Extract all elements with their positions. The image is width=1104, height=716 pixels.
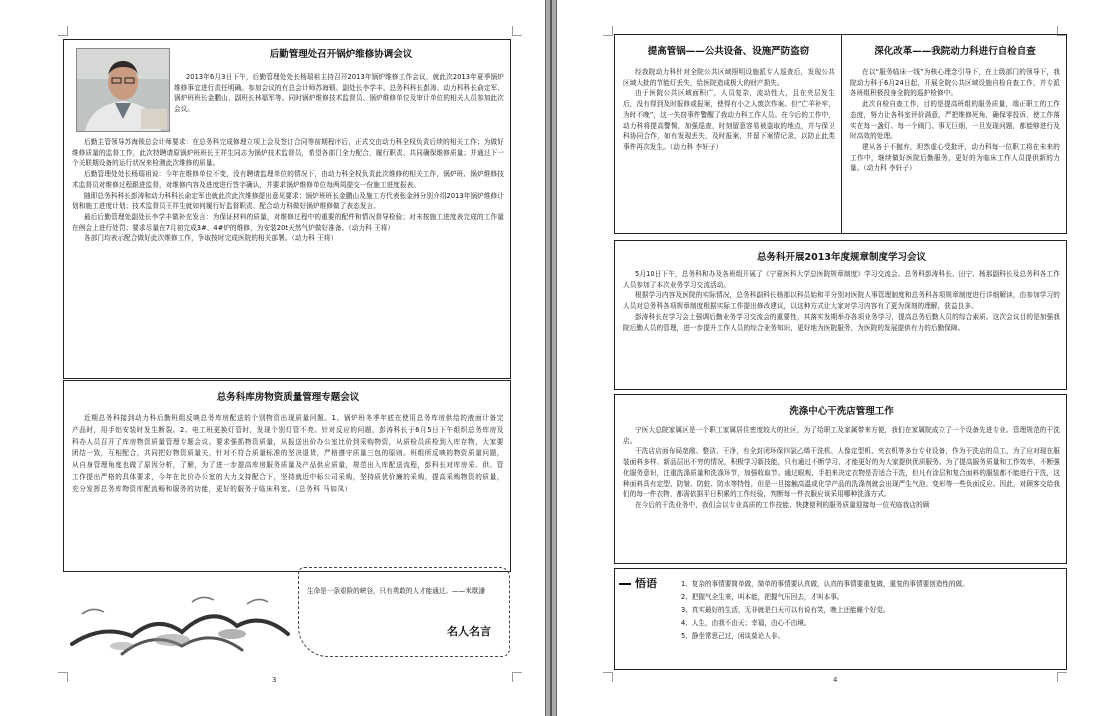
- article-paragraph: 5月10日下午，总务科和办及各班组开展了《宁夏医科大学总医院规章制度》学习交流会。总务科彭涛科长、田宁、杨那副科长及总务科各工作人员参加了本次业务学习交流活动。: [623, 270, 1060, 289]
- article-paragraph: 2013年6月3日下午，后勤管理处处长杨瑞祖主持召开2013年锅炉维修工作会议，就此次2013年夏季锅炉维修事宜进行责任明确。参加会议的有总会计师苏海锁、副处长李学丰、总务科科长彭涛、动力科科长俞定军、锅炉班班长金鹏山、副班长林福军等。同时锅炉维修技术监督员、锅炉维修单位及审计单位的相关人员参加此次会议。: [174, 73, 504, 114]
- crop-mark: [58, 672, 68, 682]
- crop-mark: [512, 26, 522, 36]
- article-paragraph: 后勤主管领导苏海锁总会计师要求：在总务科完成修理立项上会及签订合同等前期程序后，正式交由动力科全权负责后续的相关工作；为做好维修质量的监督工作，此次特聘请原锅炉班班长王祥生同志为锅炉技术监督员，希望各部门全力配合，履行职责、共同确保维修质量；并通过下一个关联期设备的运行状况来检测此次维修的质量。: [72, 138, 504, 168]
- article-paragraph: 干洗店店面布局宽敞、整洁、干净，有全封闭环保四氯乙烯干洗机、人像定型机、夹衣机等多台专业设备，作为干洗店的员工，为了应对现在服装面料多样、新品层出不穷的情况，积极学习新技能，只有通过不断学习，才能更好的为大家提供优质服务。为了提高服务质量和工作效率，不断强化服务意识，注重洗涤质量和洗涤环节，加强收取节。通过眼观、手拍来决定衣物是否适合干洗，但凡有涂层和复合面料的服装都不能进行干洗，这种面料具有定型、防皱、防蛀、防水等特性，但是一旦接触高温或化学产品的洗涤剂就会出现严生气泡、变形等一些负面反应。因此，对顾客交给我们的每一件衣物，都需依据平日积累的工作经验，判断每一件衣服应该采用哪种洗涤方式。: [623, 447, 1060, 499]
- proverb-item: 4、人生，由我不由天；幸福，由心不由境。: [681, 619, 811, 627]
- article-paragraph: 在今后的干洗业务中，我们会以专业高质的工作技能、快捷便利的服务质量迎接每一位光临我店的顾: [635, 500, 930, 509]
- article-paragraph: 建从各于不抛弃，坦然虚心受批评，动力科每一位职工将在未来的工作中，继续做好医院后勤服务，更好的为临床工作人员提供新的力量。（动力科 李轩子）: [850, 142, 1060, 173]
- article-paragraph: 此次自检自查工作，目的是提高班组的服务质量，端正职工的工作态度，努力让各科室评价满意，严把维修死角，确保零投诉，使工作落实在每一盏灯、每一个阀门、事无巨细，一旦发现问题，都能够进行及时高效的处理。: [850, 100, 1060, 141]
- article-paragraph: 根据学习内容及医院的实际情况，总务科副科长杨那以科员始和平分别对医院人事管理制度和总务科各项规章制度进行详细解读，由参加学习的人员对总务科各项规章制度根据实际工作提出修改建议，以这种方式让大家对学习内容有了更为深刻的理解，获益良多。: [623, 291, 1060, 311]
- article-title: 总务科库房物资质量管理专题会议: [216, 392, 360, 403]
- crop-mark: [603, 26, 613, 36]
- article-paragraph: 近期总务科接到动力科后勤班组反映总务库房配送的个别物资出现质量问题。1、锅炉班冬季年底在使用总务库房供给的液面计备完产品时，用手铝安装时发生断裂。2、电工班更换灯管时，发现个别灯管不亮。针对反应的问题，彭涛科长于6月5日下午组织总务库房及科办人员召开了库房物资质量管理专题会议。要求强抓物资质量，从报送出价办公室比价到采购物资，从质检员质检到入库存物，大家要团结一致，互相配合，共同把好物资质量关，针对不符合质量标准的坚决退货，严格遵守质量三包的原则。班组所反映的物资质量问题，从自身管理角度也做了原因分析，了解，为了进一步提高库房服务质量及产品供应质量，规范出入库配送流程，彭科长对库房采、供、管工作提出严格的具体要求，今年在比价办公室的大力支持配合下，坚持就近中标公司采购，坚持质优价廉的采购，提高采购物资的质量，充分发挥总务库物资库配流畅和服务的功能，更好的服务于临床科室。（总务科 马如凤）: [72, 414, 504, 493]
- article-paragraph: 后勤管理处处长杨瑞祖说：今年在维修单位不变，没有聘请监理单位的情况下，由动力科全权负责此次维修的相关工作，锅炉班、锅炉维修技术监督员对维修过程跟进监督，对维修内容及进度进行签字确认，并要求锅炉维修单位每两周提交一份施工进度报表。: [72, 170, 504, 189]
- crop-mark: [58, 26, 68, 36]
- proverb-item: 1、复杂的事情要简单做，简单的事情要认真做，认真的事情要重复做，重复的事情要创造性的做。: [681, 580, 969, 588]
- article-theft-prevention: [614, 34, 841, 234]
- portrait-photo: [76, 48, 170, 132]
- article-title: 深化改革——我院动力科进行自检自查: [874, 46, 1036, 57]
- article-paragraph: 随即总务科科长彭涛和动力科科长俞定军也就此次此次维修提出意见要求；锅炉班班长金鹏山及施工方代表张金洲分别介绍2013年锅炉维修计划和施工进度计划；技术监督员王祥生就如何履行好监督职责、配合动力科做好锅炉维修做了表态发言。: [72, 191, 504, 211]
- article-title: 洗涤中心干洗店管理工作: [789, 406, 894, 417]
- proverb-item: 2、把握气全生来，叫本能，把握气压回去，才叫本事。: [681, 593, 844, 601]
- crop-mark: [512, 672, 522, 682]
- quote-text: 生命是一条艰险的峡谷，只有勇敢的人才能通过。——米歇潘: [307, 587, 486, 595]
- page-number: 3: [272, 676, 277, 684]
- article-warehouse-meeting: [63, 380, 511, 572]
- article-paragraph: 彭涛科长在学习会上强调后勤业务学习交流会的重要性，其落实发期举办各项业务学习，提高总务后勤人员的综合素质。这次会议目的是加强我院后勤人员的管理，进一步提升工作人员的综合业务知识，更好地为医院服务，为医院的发展提供有力的后勤保障。: [623, 312, 1060, 332]
- page-number: 4: [833, 676, 838, 684]
- proverbs-title: 悟语: [635, 577, 657, 590]
- document-page-right: [557, 0, 1104, 716]
- article-regulations-study: [614, 240, 1067, 390]
- document-page-left: [0, 0, 545, 716]
- article-paragraph: 在以“服务临床一线”为核心理念引导下，在上级部门的领导下，我院动力科于6月24日起，开展全院公共区域设施自检自查工作，并专派各班组积极投身全院的巡护检修中。: [850, 68, 1060, 98]
- ink-painting-image: [62, 584, 298, 666]
- article-title: 后勤管理处召开锅炉维修协调会议: [269, 49, 413, 60]
- crop-mark: [1057, 672, 1067, 682]
- quote-label: 名人名言: [447, 625, 491, 638]
- proverb-item: 3、真实最好的生活，无非就是白天可以有说有笑，晚上还能睡个好觉。: [681, 606, 890, 614]
- proverbs-section: [614, 568, 1067, 670]
- page-divider: [545, 0, 557, 716]
- article-paragraph: 经我院动力科针对全院公共区域照明设施派专人巡查后，发现公共区域大批的节能灯丢失，给医院造成极大的财产损失。: [623, 68, 835, 87]
- proverb-item: 5、静坐常思己过，闲谈莫论人非。: [681, 632, 785, 640]
- article-paragraph: 宁医大总院家属区是一个职工家属居住密度较大的社区，为了给职工及家属带来方便，我们在家属院成立了一个设备先进专业、管理规范的干洗店。: [623, 426, 1060, 445]
- quote-box: [298, 567, 510, 657]
- article-paragraph: 由于医院公共区域面积广，人员复杂，流动性大，且在夹层发生后，没有得到及时报修或报案，使得有小之人废次作案。但“亡羊补牢，为时不晚”，这一失窃事件警醒了我动力科工作人员。在今后的工作中，动力科将提高警惕，加强巡查，时刻留意容易被盗取的地点，并与保卫科协同合作，如有发现丢失，及时报案，并留下案情记录，以防止此类事件再次发生。（动力科 李轩子）: [623, 89, 835, 151]
- crop-mark: [603, 672, 613, 682]
- article-self-inspection: [841, 34, 1067, 234]
- article-dry-cleaning: [614, 394, 1067, 564]
- article-paragraph: 各部门均表示配合做好此次维修工作，争取按时完成医院的相关部署。（动力科 王将）: [84, 234, 338, 243]
- article-title: 提高管锅——公共设备、设施严防盗窃: [647, 46, 810, 57]
- article-title: 总务科开展2013年度规章制度学习会议: [757, 252, 926, 263]
- article-paragraph: 最后后勤管理处副处长李学丰做补充发言：为保证材料的质量，对维修过程中的重要的配件和情况督导检验；对未按施工进度表完成的工作量在例会上进行处罚；要求尽量在7月初完成3#、4#炉的维修，为安装20t天然气炉做好准备。（动力科 王将）: [72, 212, 504, 232]
- proverbs-heading: [619, 575, 679, 591]
